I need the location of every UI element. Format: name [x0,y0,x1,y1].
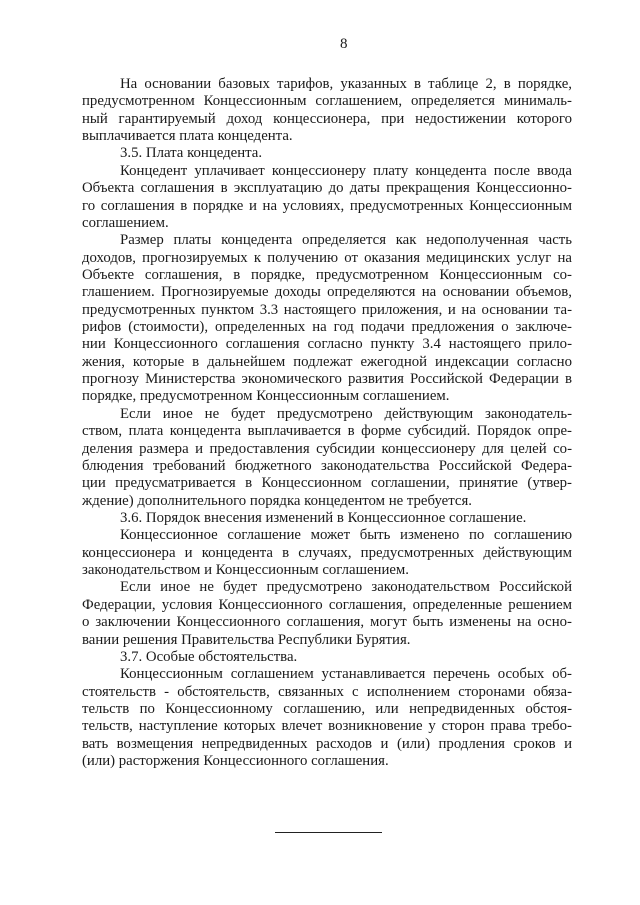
paragraph [82,510,572,527]
paragraph [82,76,572,145]
text-line: предусмотренных пунктом 3.3 настоящего приложения, и на основании та- [82,301,572,318]
text-line: жения, которые в дальнейшем подлежат ежегодной индексации согласно [82,353,572,370]
text-line: порядке, предусмотренном Концессионным соглашением. [82,388,450,405]
paragraph [82,145,572,162]
text-line: Объекта соглашения в эксплуатацию до даты прекращения Концессионно- [82,180,572,197]
text-line: доходов, прогнозируемых к получению от оказания медицинских услуг на [82,249,572,266]
text-line: Если иное не будет предусмотрено законодательством Российской [120,579,572,596]
text-line: ством, плата концедента выплачивается в форме субсидий. Порядок опре- [82,423,572,440]
text-line: вании решения Правительства Республики Бурятия. [82,631,411,648]
page-number: 8 [340,36,348,52]
text-line: ждение) дополнительного порядка концедентом не требуется. [82,492,472,509]
text-line: Объекте соглашения, в порядке, предусмотренном Концессионным со- [82,266,572,283]
text-line: (или) расторжения Концессионного соглашения. [82,753,389,770]
text-line: законодательством и Концессионным соглашением. [82,562,409,579]
paragraph [82,579,572,648]
paragraph [82,163,572,232]
text-line: го соглашения в порядке и на условиях, предусмотренных Концессионным [82,197,572,214]
text-line: Размер платы концедента определяется как недополученная часть [120,232,572,249]
text-line: Если иное не будет предусмотрено действующим законодатель- [120,405,572,422]
text-line: тельств, наступление которых влечет возникновение у сторон права требо- [82,718,572,735]
text-line: 3.5. Плата концедента. [120,145,263,162]
text-line: предусмотренном Концессионным соглашением, определяется минималь- [82,93,572,110]
text-line: выплачивается плата концедента. [82,128,293,145]
text-line: глашением. Прогнозируемые доходы определяются на основании объемов, [82,284,572,301]
text-line: деления размера и предоставления субсидии концессионеру для целей со- [82,440,572,457]
text-line: Концедент уплачивает концессионеру плату концедента после ввода [120,162,572,179]
paragraph [82,527,572,579]
text-line: концессионера и концедента в случаях, предусмотренных действующим [82,544,572,561]
text-line: ный гарантируемый доход концессионера, при недостижении которого [82,110,572,127]
text-line: нии Концессионного соглашения согласно пункту 3.4 настоящего прило- [82,336,572,353]
paragraph [82,666,572,770]
paragraph [82,649,572,666]
text-line: прогнозу Министерства экономического развития Российской Федерации в [82,371,572,388]
text-line: рифов (стоимости), определенных на год подачи предложения о заключе- [82,319,572,336]
text-line: Концессионным соглашением устанавливается перечень особых об- [120,666,572,683]
text-line: тельств по Концессионному соглашению, или непредвиденных обстоя- [82,700,572,717]
text-line: соглашением. [82,214,169,231]
text-line: ции предусматривается в Концессионном соглашении, принятие (утвер- [82,475,572,492]
text-line: стоятельств - обстоятельств, связанных с исполнением сторонами обяза- [82,683,572,700]
text-line: На основании базовых тарифов, указанных в таблице 2, в порядке, [120,76,572,92]
text-line: блюдения требований бюджетного законодательства Российской Федера- [82,457,572,474]
paragraph [82,406,572,510]
text-line: Федерации, условия Концессионного соглашения, определенные решением [82,596,572,613]
text-line: 3.7. Особые обстоятельства. [120,648,298,665]
text-line: вать возмещения непредвиденных расходов и (или) продления сроков и [82,735,572,752]
text-line: Концессионное соглашение может быть изменено по соглашению [120,527,572,544]
text-line: о заключении Концессионного соглашения, могут быть изменены на осно- [82,614,572,631]
paragraph [82,232,572,406]
document-body [82,76,572,770]
text-line: 3.6. Порядок внесения изменений в Концессионное соглашение. [120,509,527,526]
footer-rule [275,832,382,833]
